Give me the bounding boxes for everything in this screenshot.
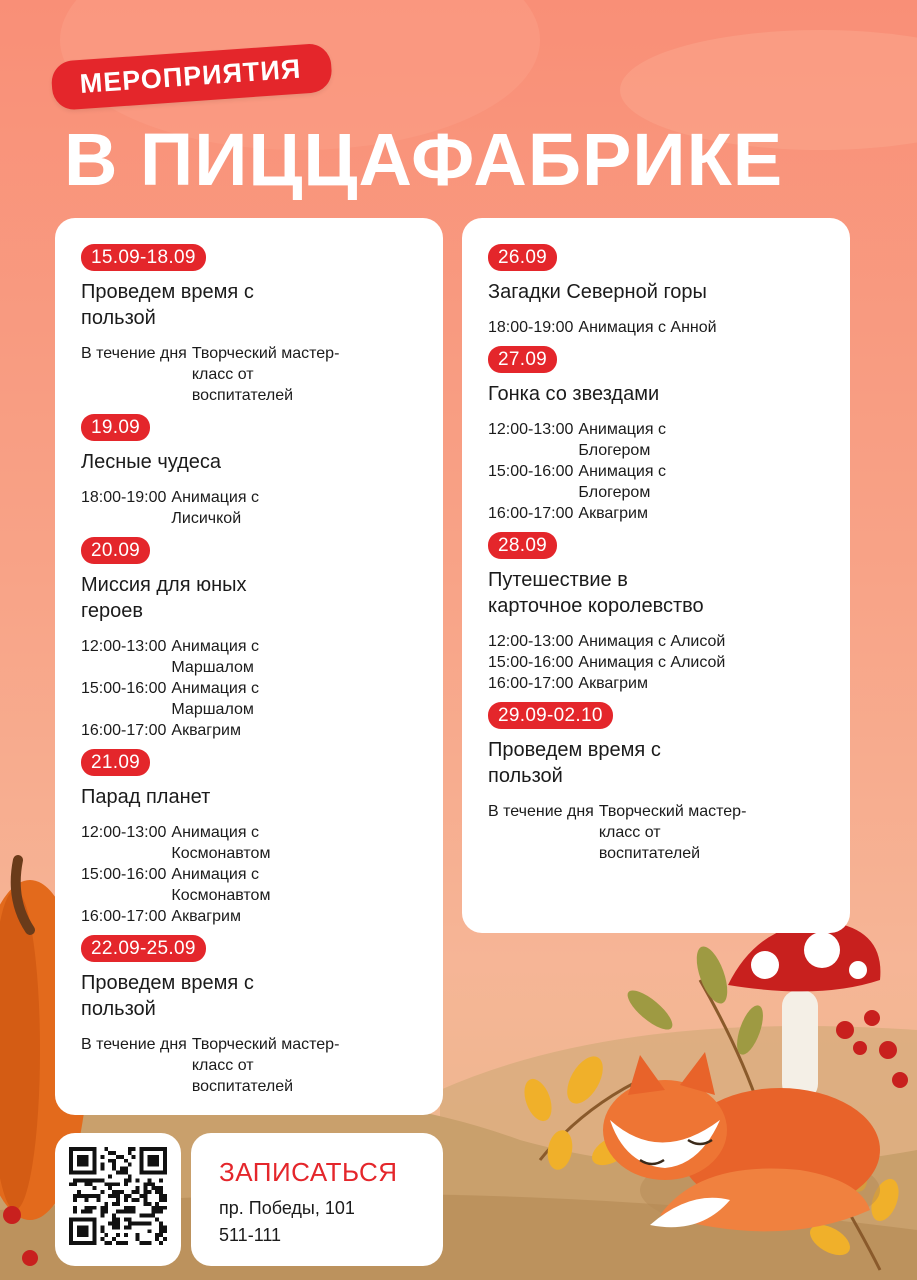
slot-row	[488, 652, 850, 673]
slot-activity: Анимация с Космонавтом	[171, 866, 271, 904]
slot-time: 15:00-16:00	[488, 463, 574, 480]
slot-activity: Аквагрим	[171, 722, 241, 739]
slot-row	[81, 678, 443, 720]
event-title: Путешествие в карточное королевство	[488, 569, 704, 617]
slot-time: 18:00-19:00	[488, 319, 574, 336]
event-title: Проведем время с пользой	[488, 739, 661, 787]
date-badge: 29.09-02.10	[488, 702, 613, 729]
slot-activity: Анимация с Космонавтом	[171, 824, 271, 862]
slot-time: 15:00-16:00	[81, 680, 167, 697]
qr-code-icon[interactable]	[69, 1147, 167, 1245]
slot-activity: Анимация с Блогером	[578, 463, 666, 501]
schedule-card-right	[462, 218, 850, 933]
event-item	[81, 244, 443, 406]
slot-row	[488, 801, 850, 864]
event-item	[81, 537, 443, 741]
event-slots	[488, 631, 850, 694]
date-badge: 22.09-25.09	[81, 935, 206, 962]
event-title: Парад планет	[81, 786, 211, 808]
slot-time: 12:00-13:00	[488, 633, 574, 650]
slot-activity: Творческий мастер-класс от воспитателей	[191, 345, 340, 404]
schedule-card-left	[55, 218, 443, 1115]
slot-time: 16:00-17:00	[81, 908, 167, 925]
slot-row	[81, 864, 443, 906]
date-badge: 27.09	[488, 346, 557, 373]
slot-time: 18:00-19:00	[81, 489, 167, 506]
event-title: Проведем время с пользой	[81, 281, 254, 329]
slot-time: В течение дня	[81, 1036, 187, 1053]
slot-time: В течение дня	[81, 345, 187, 362]
event-slots	[81, 343, 443, 406]
slot-activity: Анимация с Алисой	[578, 654, 726, 671]
date-badge: 19.09	[81, 414, 150, 441]
slot-time: 15:00-16:00	[81, 866, 167, 883]
slot-time: 16:00-17:00	[81, 722, 167, 739]
slot-row	[81, 1034, 443, 1097]
event-title: Миссия для юных героев	[81, 574, 247, 622]
slot-row	[488, 503, 850, 524]
slot-activity: Анимация с Маршалом	[171, 680, 259, 718]
date-badge: 28.09	[488, 532, 557, 559]
event-item	[488, 244, 850, 338]
slot-row	[81, 487, 443, 529]
slot-activity: Аквагрим	[171, 908, 241, 925]
event-slots	[81, 487, 443, 529]
event-item	[81, 749, 443, 927]
signup-link[interactable]: ЗАПИСАТЬСЯ	[219, 1157, 398, 1187]
event-title: Гонка со звездами	[488, 383, 660, 405]
slot-time: 15:00-16:00	[488, 654, 574, 671]
slot-row	[81, 822, 443, 864]
slot-activity: Анимация с Анной	[578, 319, 717, 336]
event-slots	[488, 317, 850, 338]
slot-time: В течение дня	[488, 803, 594, 820]
date-badge: 21.09	[81, 749, 150, 776]
event-item	[488, 346, 850, 524]
slot-time: 16:00-17:00	[488, 675, 574, 692]
event-item	[488, 532, 850, 694]
slot-activity: Анимация с Лисичкой	[171, 489, 259, 527]
header-badge: МЕРОПРИЯТИЯ	[50, 43, 332, 111]
slot-row	[488, 673, 850, 694]
contact-card	[191, 1133, 443, 1266]
event-item	[81, 935, 443, 1097]
slot-time: 16:00-17:00	[488, 505, 574, 522]
date-badge: 15.09-18.09	[81, 244, 206, 271]
phone[interactable]: 511-111	[219, 1225, 282, 1245]
slot-row	[488, 317, 850, 338]
event-title: Проведем время с пользой	[81, 972, 254, 1020]
date-badge: 26.09	[488, 244, 557, 271]
event-slots	[488, 801, 850, 864]
event-slots	[488, 419, 850, 524]
page-title: В ПИЦЦАФАБРИКЕ	[64, 118, 784, 201]
date-badge: 20.09	[81, 537, 150, 564]
address: пр. Победы, 101	[219, 1198, 355, 1218]
slot-activity: Анимация с Маршалом	[171, 638, 259, 676]
slot-row	[81, 636, 443, 678]
slot-activity: Аквагрим	[578, 505, 648, 522]
event-slots	[81, 822, 443, 927]
slot-activity: Аквагрим	[578, 675, 648, 692]
event-item	[488, 702, 850, 864]
event-item	[81, 414, 443, 529]
event-title: Загадки Северной горы	[488, 281, 707, 303]
qr-card[interactable]	[55, 1133, 181, 1266]
slot-row	[488, 631, 850, 652]
slot-row	[488, 461, 850, 503]
event-slots	[81, 636, 443, 741]
slot-time: 12:00-13:00	[488, 421, 574, 438]
slot-row	[81, 720, 443, 741]
slot-row	[488, 419, 850, 461]
event-slots	[81, 1034, 443, 1097]
slot-activity: Анимация с Алисой	[578, 633, 726, 650]
slot-time: 12:00-13:00	[81, 638, 167, 655]
slot-activity: Творческий мастер-класс от воспитателей	[598, 803, 747, 862]
event-title: Лесные чудеса	[81, 451, 222, 473]
slot-activity: Творческий мастер-класс от воспитателей	[191, 1036, 340, 1095]
slot-row	[81, 906, 443, 927]
slot-time: 12:00-13:00	[81, 824, 167, 841]
slot-row	[81, 343, 443, 406]
slot-activity: Анимация с Блогером	[578, 421, 666, 459]
